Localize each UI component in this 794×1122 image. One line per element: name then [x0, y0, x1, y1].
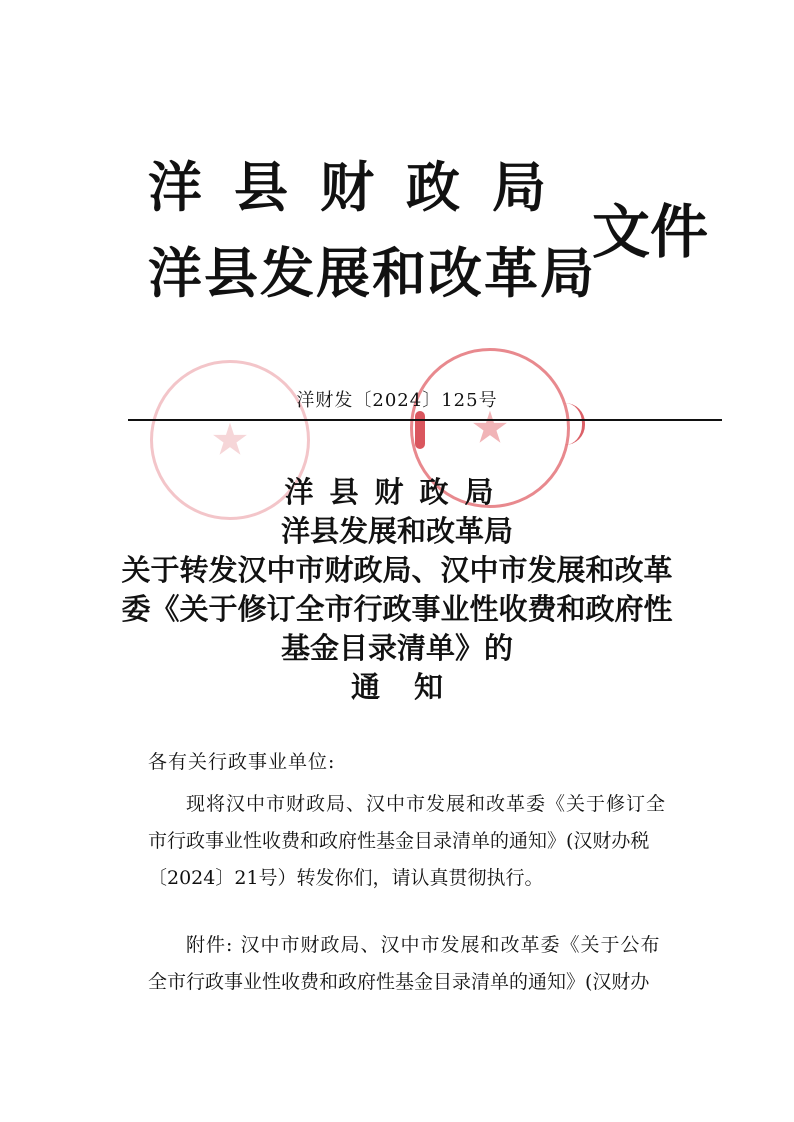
title-line: 委《关于修订全市行政事业性收费和政府性	[121, 592, 673, 626]
body-paragraph-line: 现将汉中市财政局、汉中市发展和改革委《关于修订全	[186, 793, 667, 815]
seal-mark	[415, 411, 425, 449]
document-number: 洋财发〔2024〕125号	[296, 390, 498, 411]
body-paragraph-line: 〔2024〕21号）转发你们，请认真贯彻执行。	[148, 867, 544, 889]
attachment-line: 全市行政事业性收费和政府性基金目录清单的通知》(汉财办	[148, 971, 650, 993]
title-line: 基金目录清单》的	[280, 631, 513, 665]
title-line: 关于转发汉中市财政局、汉中市发展和改革	[121, 553, 673, 587]
seal-star-icon: ★	[470, 402, 510, 454]
title-line: 通知	[350, 670, 477, 704]
attachment-line: 附件: 汉中市财政局、汉中市发展和改革委《关于公布	[186, 934, 661, 956]
seal-star-icon: ★	[210, 414, 250, 466]
title-line: 洋县财政局	[284, 475, 510, 509]
title-line: 洋县发展和改革局	[280, 514, 513, 548]
header-divider	[128, 419, 722, 421]
body-paragraph-line: 市行政事业性收费和政府性基金目录清单的通知》(汉财办税	[148, 830, 650, 852]
salutation: 各有关行政事业单位:	[148, 751, 336, 773]
issuer-name-development: 洋县发展和改革局	[148, 241, 596, 305]
issuer-name-finance: 洋县财政局	[148, 155, 578, 219]
document-label: 文件	[592, 198, 709, 266]
